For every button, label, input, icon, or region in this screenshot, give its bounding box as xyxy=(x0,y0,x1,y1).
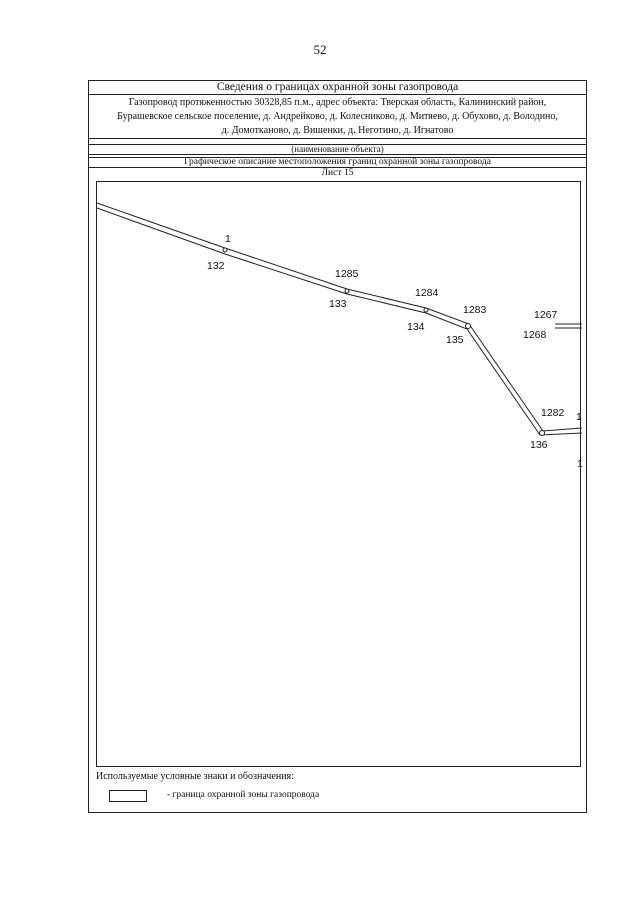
point-label: 136 xyxy=(530,439,548,451)
graphic-description-heading: Графическое описание местоположения границ охранной зоны газопровода xyxy=(89,158,586,168)
inner-boundary-line xyxy=(97,208,582,435)
point-label: 1 xyxy=(577,458,583,470)
boundary-point xyxy=(540,431,545,436)
outer-boundary-line xyxy=(97,203,582,431)
object-line: д. Домоткaново, д. Вишенки, д. Неготино, д. Игнатово xyxy=(221,125,454,136)
boundary-point xyxy=(424,308,428,312)
boundary-point xyxy=(345,289,349,293)
turn-points xyxy=(223,248,545,436)
point-label: 1267 xyxy=(534,309,558,321)
boundary-point xyxy=(466,324,471,329)
page-number: 52 xyxy=(313,42,327,57)
point-label: 134 xyxy=(407,321,425,333)
boundary-plan-svg xyxy=(97,182,582,768)
sheet-label: Лист 15 xyxy=(321,168,354,178)
form-title: Сведения о границах охранной зоны газопровода xyxy=(89,81,586,95)
legend-item-text: - граница охранной зоны газопровода xyxy=(167,790,320,800)
object-description xyxy=(89,95,586,139)
point-label: 1285 xyxy=(335,268,359,280)
point-label: 1284 xyxy=(415,287,439,299)
legend-symbol xyxy=(109,790,147,802)
object-line: Газопровод протяженностью 30328,85 п.м., адрес объекта: Тверская область, Калининский район, xyxy=(128,97,547,108)
legend-title: Используемые условные знаки и обозначения: xyxy=(96,771,294,782)
point-label: 1282 xyxy=(541,407,565,419)
point-label: 1 xyxy=(576,411,582,423)
point-label: 135 xyxy=(446,334,464,346)
point-label: 133 xyxy=(329,298,347,310)
form-frame xyxy=(88,80,587,813)
object-line: Бурашевское сельское поселение, д. Андрейково, д. Колесниково, д. Митяево, д. Обухово, д. Володино, xyxy=(117,111,558,122)
point-label: 132 xyxy=(207,260,225,272)
point-labels xyxy=(207,233,583,470)
point-label: 1 xyxy=(225,233,231,245)
boundary-lines xyxy=(97,203,582,435)
point-label: 1283 xyxy=(463,304,487,316)
boundary-drawing xyxy=(96,181,581,767)
point-label: 1268 xyxy=(523,329,547,341)
boundary-point xyxy=(223,248,227,252)
object-name-caption: (наименование объекта) xyxy=(89,145,586,155)
